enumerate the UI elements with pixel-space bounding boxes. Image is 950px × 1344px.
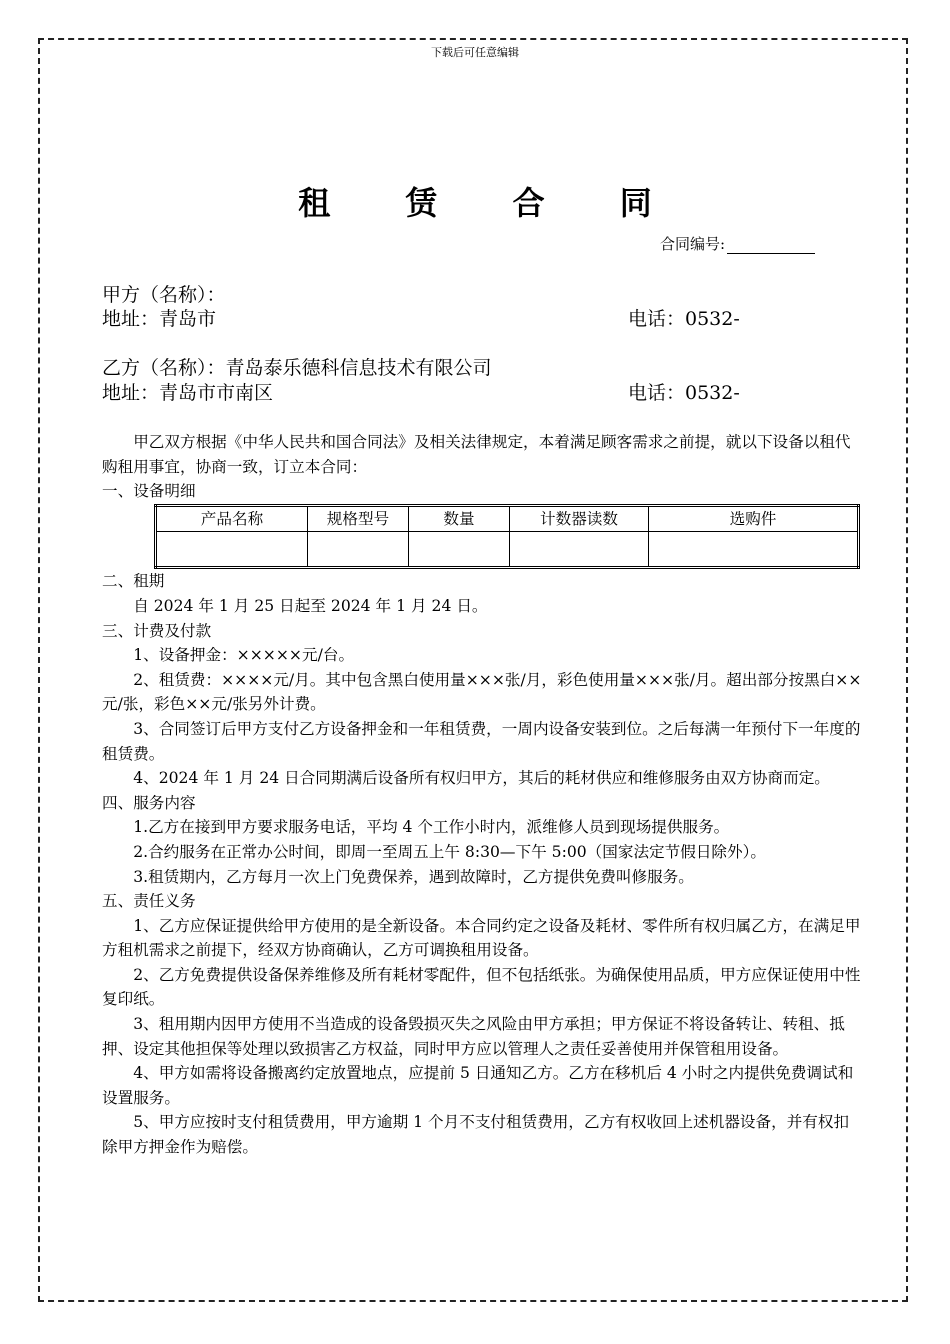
- party-b-phone: 电话：0532-: [628, 382, 740, 404]
- party-b-name: 乙方（名称）：青岛泰乐德科信息技术有限公司: [102, 357, 492, 379]
- header-note: 下载后可任意编辑: [431, 46, 519, 59]
- col-quantity: 数量: [409, 505, 510, 532]
- cell-product-name[interactable]: [156, 532, 308, 568]
- table-row: [156, 532, 859, 568]
- service-paragraph-2: 2.合约服务在正常办公时间，即周一至周五上午 8:30—下午 5:00（国家法定节假日除外）。: [133, 842, 766, 861]
- section-term-heading: 二、租期: [102, 572, 165, 591]
- term-paragraph: 自 2024 年 1 月 25 日起至 2024 年 1 月 24 日。: [133, 596, 488, 615]
- intro-paragraph: 甲乙双方根据《中华人民共和国合同法》及相关法律规定，本着满足顾客需求之前提，就以下设备以租代购租用事宜，协商一致，订立本合同：: [102, 433, 851, 476]
- obligations-paragraph-1: 1、乙方应保证提供给甲方使用的是全新设备。本合同约定之设备及耗材、零件所有权归属乙方，在满足甲方租机需求之前提下，经双方协商确认，乙方可调换租用设备。: [102, 916, 861, 960]
- obligations-paragraph-3: 3、租用期内因甲方使用不当造成的设备毁损灭失之风险由甲方承担；甲方保证不将设备转让、转租、抵押、设定其他担保等处理以致损害乙方权益，同时甲方应以管理人之责任妥善使用并保管租用设备。: [102, 1015, 845, 1058]
- payment-paragraph-3: 3、合同签订后甲方支付乙方设备押金和一年租赁费，一周内设备安装到位。之后每满一年预付下一年度的租赁费。: [102, 719, 861, 763]
- payment-paragraph-1: 1、设备押金：×××××元/台。: [133, 646, 355, 665]
- party-a-address: 地址：青岛市: [102, 308, 217, 330]
- section-payment-heading: 三、计费及付款: [102, 621, 212, 640]
- service-paragraph-1: 1.乙方在接到甲方要求服务电话，平均 4 个工作小时内，派维修人员到现场提供服务。: [133, 818, 730, 837]
- payment-paragraph-4: 4、2024 年 1 月 24 日合同期满后设备所有权归甲方，其后的耗材供应和维修服务由双方协商而定。: [133, 769, 830, 788]
- contract-number-label: 合同编号:: [660, 235, 726, 253]
- payment-paragraph-2: 2、租赁费：××××元/月。其中包含黑白使用量×××张/月，彩色使用量×××张/月。超出部分按黑白××元/张，彩色××元/张另外计费。: [102, 670, 862, 714]
- contract-body: [102, 430, 862, 1160]
- section-equipment-heading: 一、设备明细: [102, 482, 196, 501]
- obligations-paragraph-5: 5、甲方应按时支付租赁费用，甲方逾期 1 个月不支付租赁费用，乙方有权收回上述机器设备，并有权扣除甲方押金作为赔偿。: [102, 1113, 850, 1157]
- obligations-paragraph-2: 2、乙方免费提供设备保养维修及所有耗材零配件，但不包括纸张。为确保使用品质，甲方应保证使用中性复印纸。: [102, 965, 861, 1009]
- cell-counter-reading[interactable]: [510, 532, 649, 568]
- contract-title: 租 赁 合 同: [298, 184, 684, 222]
- service-paragraph-3: 3.租赁期内，乙方每月一次上门免费保养，遇到故障时，乙方提供免费叫修服务。: [133, 867, 694, 886]
- cell-quantity[interactable]: [409, 532, 510, 568]
- obligations-paragraph-4: 4、甲方如需将设备搬离约定放置地点，应提前 5 日通知乙方。乙方在移机后 4 小时之内提供免费调试和设置服务。: [102, 1064, 854, 1107]
- col-options: 选购件: [649, 505, 859, 532]
- col-counter-reading: 计数器读数: [510, 505, 649, 532]
- col-model: 规格型号: [308, 505, 409, 532]
- contract-number-blank[interactable]: [727, 239, 815, 254]
- contract-number: [660, 233, 815, 254]
- party-a-name: 甲方（名称）：: [102, 284, 226, 306]
- cell-model[interactable]: [308, 532, 409, 568]
- section-obligations-heading: 五、责任义务: [102, 892, 196, 911]
- party-b-address: 地址：青岛市市南区: [102, 382, 274, 404]
- cell-options[interactable]: [649, 532, 859, 568]
- table-header-row: [156, 505, 859, 532]
- section-service-heading: 四、服务内容: [102, 793, 196, 812]
- party-a-phone: 电话：0532-: [628, 308, 740, 330]
- equipment-table: [154, 504, 860, 570]
- col-product-name: 产品名称: [156, 505, 308, 532]
